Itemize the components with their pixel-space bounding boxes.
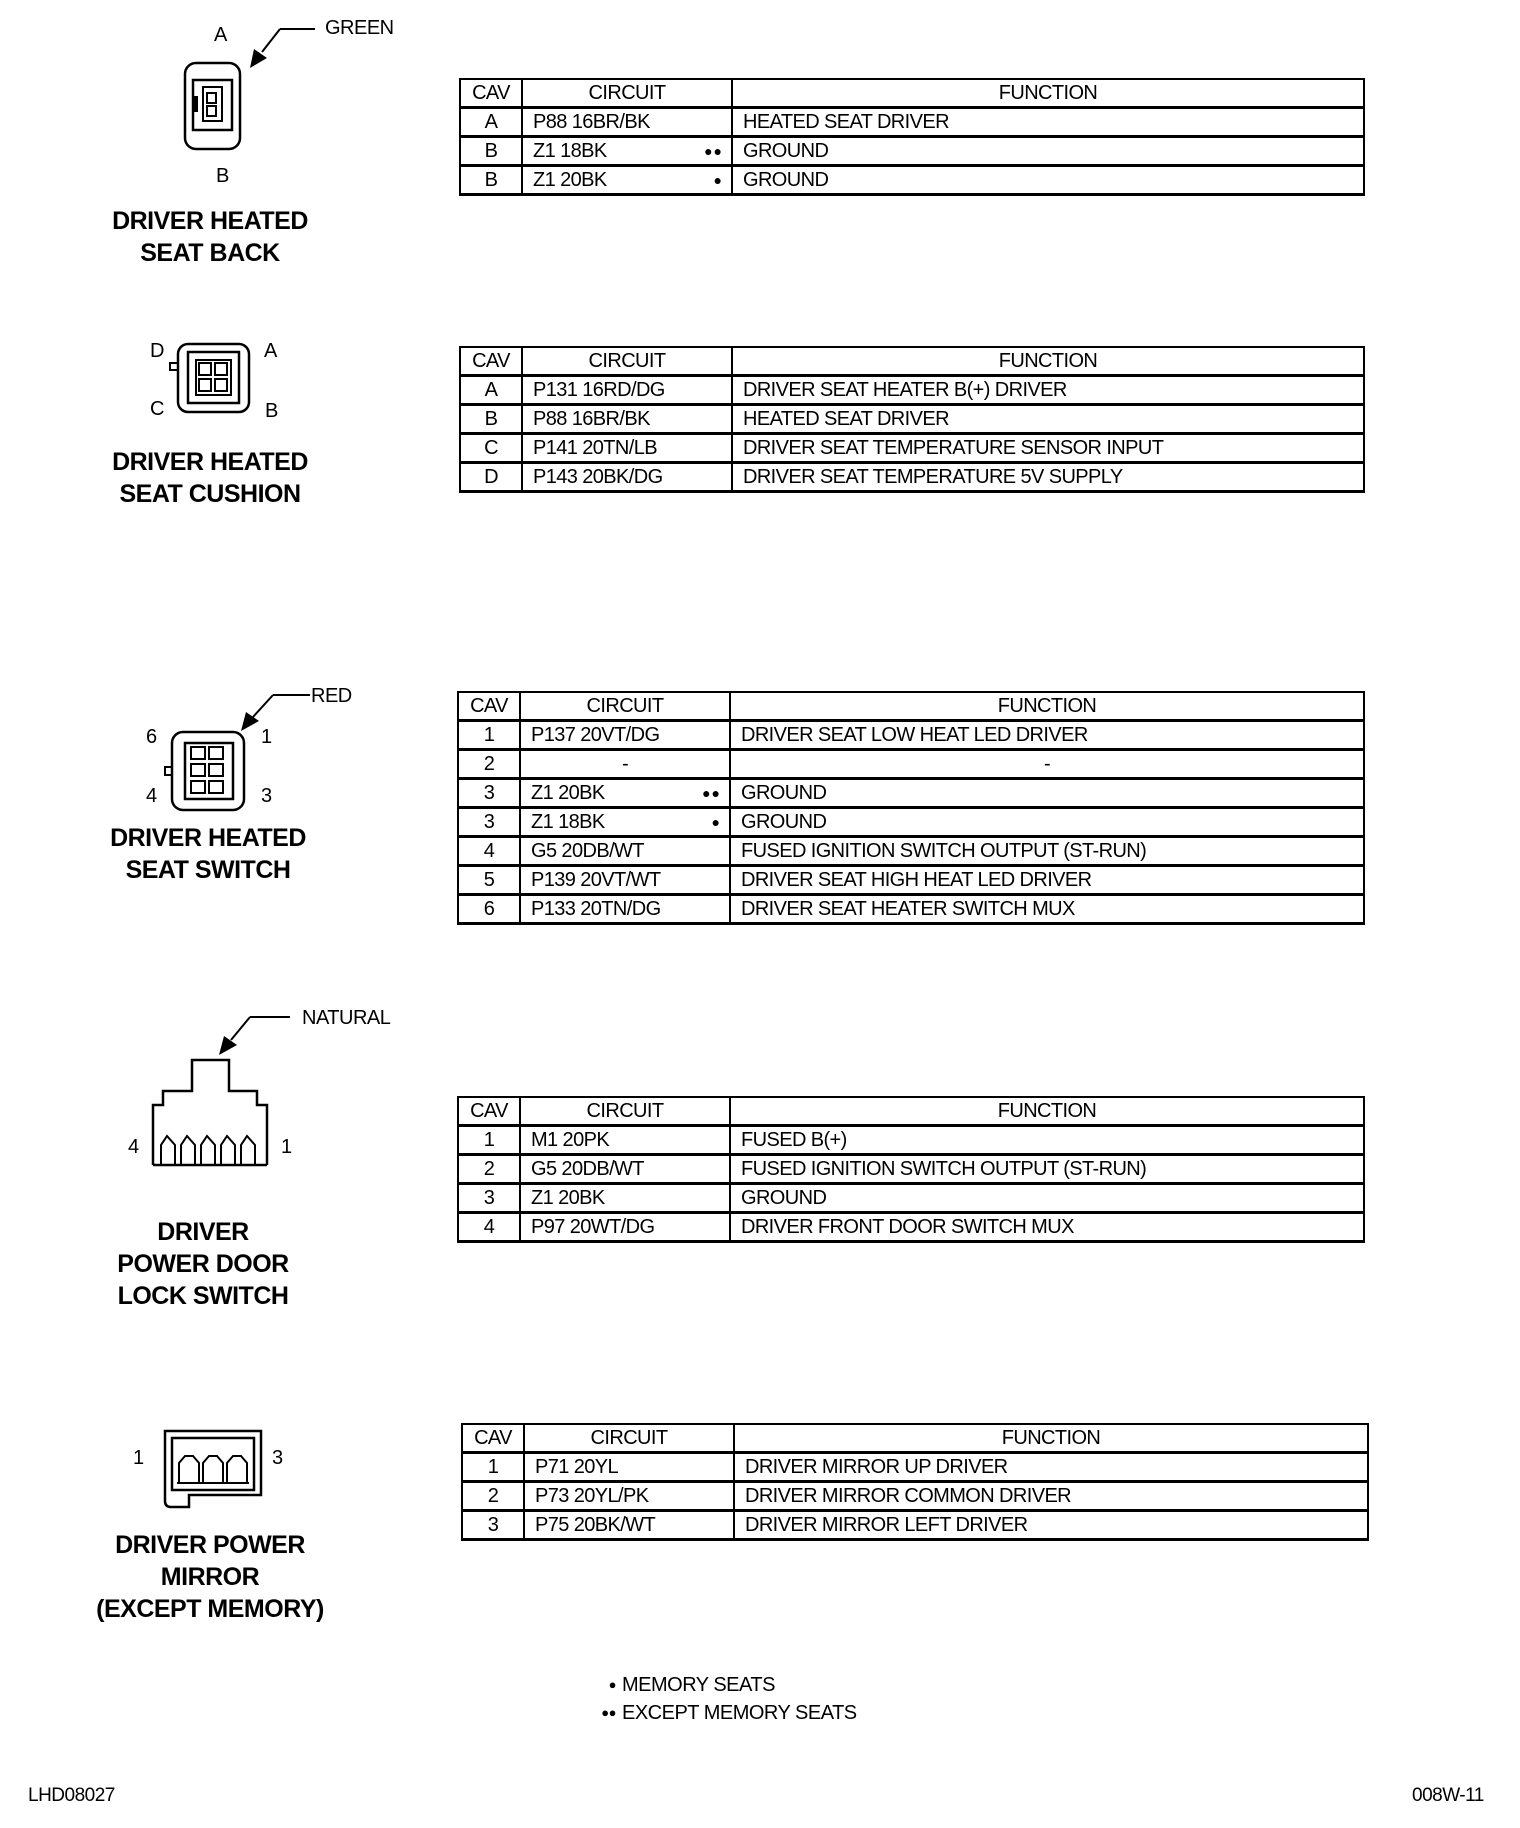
circuit-cell: P139 20VT/WT xyxy=(520,866,730,895)
header-row xyxy=(462,1424,1368,1453)
cav-cell: 1 xyxy=(462,1453,524,1482)
legend xyxy=(594,1671,857,1727)
table-row xyxy=(458,866,1364,895)
cavity-label-b: B xyxy=(216,165,229,187)
connector-title: DRIVER POWER DOOR LOCK SWITCH xyxy=(117,1218,289,1310)
circuit-code: Z1 20BK xyxy=(533,169,607,191)
cav-cell: 3 xyxy=(458,808,520,837)
function-cell: GROUND xyxy=(732,137,1364,166)
function-header: FUNCTION xyxy=(730,1097,1364,1126)
cavity-label-6: 6 xyxy=(146,726,157,748)
cav-cell: B xyxy=(460,137,522,166)
function-cell: DRIVER FRONT DOOR SWITCH MUX xyxy=(730,1213,1364,1242)
table-row xyxy=(462,1511,1368,1540)
cav-cell: 2 xyxy=(462,1482,524,1511)
circuit-header: CIRCUIT xyxy=(520,1097,730,1126)
function-cell: HEATED SEAT DRIVER xyxy=(732,108,1364,137)
function-cell: - xyxy=(730,750,1364,779)
header-row xyxy=(458,692,1364,721)
cavity-label-c: C xyxy=(150,398,164,420)
function-cell: DRIVER MIRROR UP DRIVER xyxy=(734,1453,1368,1482)
table-row xyxy=(458,1155,1364,1184)
circuit-cell: G5 20DB/WT xyxy=(520,1155,730,1184)
function-cell: GROUND xyxy=(732,166,1364,195)
function-cell: DRIVER SEAT HIGH HEAT LED DRIVER xyxy=(730,866,1364,895)
table-row xyxy=(458,808,1364,837)
cav-cell: D xyxy=(460,463,522,492)
cavity-label-3: 3 xyxy=(272,1447,283,1469)
table-row xyxy=(460,137,1364,166)
circuit-cell: P141 20TN/LB xyxy=(522,434,732,463)
pinout-table-seat-back xyxy=(459,78,1365,196)
cav-cell: 5 xyxy=(458,866,520,895)
cav-cell: 4 xyxy=(458,837,520,866)
cavity-label-a: A xyxy=(264,340,277,362)
function-cell: GROUND xyxy=(730,779,1364,808)
cav-cell: 1 xyxy=(458,1126,520,1155)
header-row xyxy=(460,79,1364,108)
seat-cushion-connector-icon xyxy=(160,330,270,430)
cav-header: CAV xyxy=(458,692,520,721)
header-row xyxy=(460,347,1364,376)
function-cell: GROUND xyxy=(730,1184,1364,1213)
function-cell: HEATED SEAT DRIVER xyxy=(732,405,1364,434)
table-row xyxy=(458,837,1364,866)
legend-text: EXCEPT MEMORY SEATS xyxy=(622,1702,857,1724)
circuit-cell: P71 20YL xyxy=(524,1453,734,1482)
table-row xyxy=(460,405,1364,434)
cav-cell: A xyxy=(460,108,522,137)
function-cell: DRIVER MIRROR COMMON DRIVER xyxy=(734,1482,1368,1511)
circuit-code: Z1 18BK xyxy=(531,811,605,833)
function-cell: FUSED IGNITION SWITCH OUTPUT (ST-RUN) xyxy=(730,837,1364,866)
connector-title: DRIVER HEATED SEAT SWITCH xyxy=(110,824,306,884)
circuit-cell: P75 20BK/WT xyxy=(524,1511,734,1540)
table-row xyxy=(460,108,1364,137)
function-header: FUNCTION xyxy=(730,692,1364,721)
function-cell: GROUND xyxy=(730,808,1364,837)
function-cell: DRIVER SEAT TEMPERATURE SENSOR INPUT xyxy=(732,434,1364,463)
header-row xyxy=(458,1097,1364,1126)
connector-title: DRIVER HEATED SEAT BACK xyxy=(112,207,308,267)
table-row xyxy=(458,1126,1364,1155)
cavity-label-1: 1 xyxy=(261,726,272,748)
circuit-cell xyxy=(520,808,730,837)
pinout-table-door-lock-switch xyxy=(457,1096,1365,1243)
memory-marker-icon: ● xyxy=(608,1677,616,1692)
table-row xyxy=(462,1453,1368,1482)
cav-cell: 1 xyxy=(458,721,520,750)
circuit-cell: P97 20WT/DG xyxy=(520,1213,730,1242)
circuit-cell: P133 20TN/DG xyxy=(520,895,730,924)
cavity-label-4: 4 xyxy=(128,1136,139,1158)
circuit-cell: P88 16BR/BK xyxy=(522,405,732,434)
table-row xyxy=(460,434,1364,463)
cav-cell: A xyxy=(460,376,522,405)
cavity-label-b: B xyxy=(265,400,278,422)
cavity-label-4: 4 xyxy=(146,785,157,807)
cav-header: CAV xyxy=(458,1097,520,1126)
connector-title: DRIVER POWER MIRROR (EXCEPT MEMORY) xyxy=(96,1531,324,1623)
cav-header: CAV xyxy=(460,347,522,376)
except-memory-marker-icon: ●● xyxy=(704,143,723,159)
circuit-cell xyxy=(522,137,732,166)
connector-title: DRIVER HEATED SEAT CUSHION xyxy=(112,448,308,508)
circuit-cell: P131 16RD/DG xyxy=(522,376,732,405)
cavity-label-1: 1 xyxy=(133,1447,144,1469)
memory-marker-icon: ● xyxy=(711,814,721,830)
function-header: FUNCTION xyxy=(734,1424,1368,1453)
circuit-cell: - xyxy=(520,750,730,779)
cav-cell: 3 xyxy=(462,1511,524,1540)
cavity-label-a: A xyxy=(214,24,227,46)
cav-cell: 6 xyxy=(458,895,520,924)
table-row xyxy=(460,376,1364,405)
cav-cell: 3 xyxy=(458,1184,520,1213)
circuit-cell: P143 20BK/DG xyxy=(522,463,732,492)
cavity-label-d: D xyxy=(150,340,164,362)
pinout-table-seat-cushion xyxy=(459,346,1365,493)
circuit-cell: Z1 20BK xyxy=(520,1184,730,1213)
table-row xyxy=(458,779,1364,808)
cav-cell: 3 xyxy=(458,779,520,808)
table-row xyxy=(458,895,1364,924)
table-row xyxy=(458,1213,1364,1242)
function-cell: FUSED IGNITION SWITCH OUTPUT (ST-RUN) xyxy=(730,1155,1364,1184)
pinout-table-seat-switch xyxy=(457,691,1365,925)
memory-marker-icon: ● xyxy=(713,172,723,188)
cav-header: CAV xyxy=(460,79,522,108)
table-row xyxy=(460,166,1364,195)
except-memory-marker-icon: ●● xyxy=(702,785,721,801)
function-cell: DRIVER SEAT HEATER SWITCH MUX xyxy=(730,895,1364,924)
circuit-cell: P137 20VT/DG xyxy=(520,721,730,750)
circuit-code: Z1 18BK xyxy=(533,140,607,162)
circuit-header: CIRCUIT xyxy=(524,1424,734,1453)
connector-color-label: NATURAL xyxy=(302,1007,391,1029)
circuit-cell xyxy=(522,108,732,137)
function-cell: DRIVER SEAT TEMPERATURE 5V SUPPLY xyxy=(732,463,1364,492)
legend-text: MEMORY SEATS xyxy=(622,1674,775,1696)
circuit-cell xyxy=(522,166,732,195)
circuit-cell xyxy=(520,779,730,808)
cav-header: CAV xyxy=(462,1424,524,1453)
circuit-code: P88 16BR/BK xyxy=(533,111,650,133)
cavity-label-1: 1 xyxy=(281,1136,292,1158)
seat-back-connector-icon xyxy=(150,20,350,180)
function-cell: FUSED B(+) xyxy=(730,1126,1364,1155)
seat-switch-connector-icon xyxy=(160,680,320,820)
cav-cell: 2 xyxy=(458,750,520,779)
function-header: FUNCTION xyxy=(732,79,1364,108)
circuit-cell: P73 20YL/PK xyxy=(524,1482,734,1511)
circuit-header: CIRCUIT xyxy=(522,79,732,108)
circuit-code: Z1 20BK xyxy=(531,782,605,804)
table-row xyxy=(458,750,1364,779)
circuit-header: CIRCUIT xyxy=(522,347,732,376)
legend-item-except-memory xyxy=(594,1699,857,1727)
function-cell: DRIVER MIRROR LEFT DRIVER xyxy=(734,1511,1368,1540)
page-reference: 008W-11 xyxy=(1412,1785,1484,1806)
table-row xyxy=(460,463,1364,492)
table-row xyxy=(462,1482,1368,1511)
cav-cell: C xyxy=(460,434,522,463)
legend-item-memory xyxy=(594,1671,857,1699)
cavity-label-3: 3 xyxy=(261,785,272,807)
power-mirror-connector-icon xyxy=(155,1425,275,1515)
function-cell: DRIVER SEAT HEATER B(+) DRIVER xyxy=(732,376,1364,405)
circuit-cell: M1 20PK xyxy=(520,1126,730,1155)
except-memory-marker-icon: ●● xyxy=(601,1705,616,1720)
function-cell: DRIVER SEAT LOW HEAT LED DRIVER xyxy=(730,721,1364,750)
connector-color-label: RED xyxy=(311,685,352,707)
cav-cell: B xyxy=(460,166,522,195)
pinout-table-power-mirror xyxy=(461,1423,1369,1541)
cav-cell: 2 xyxy=(458,1155,520,1184)
circuit-header: CIRCUIT xyxy=(520,692,730,721)
table-row xyxy=(458,721,1364,750)
drawing-number: LHD08027 xyxy=(28,1785,115,1806)
table-row xyxy=(458,1184,1364,1213)
cav-cell: B xyxy=(460,405,522,434)
circuit-cell: G5 20DB/WT xyxy=(520,837,730,866)
function-header: FUNCTION xyxy=(732,347,1364,376)
cav-cell: 4 xyxy=(458,1213,520,1242)
connector-color-label: GREEN xyxy=(325,17,394,39)
